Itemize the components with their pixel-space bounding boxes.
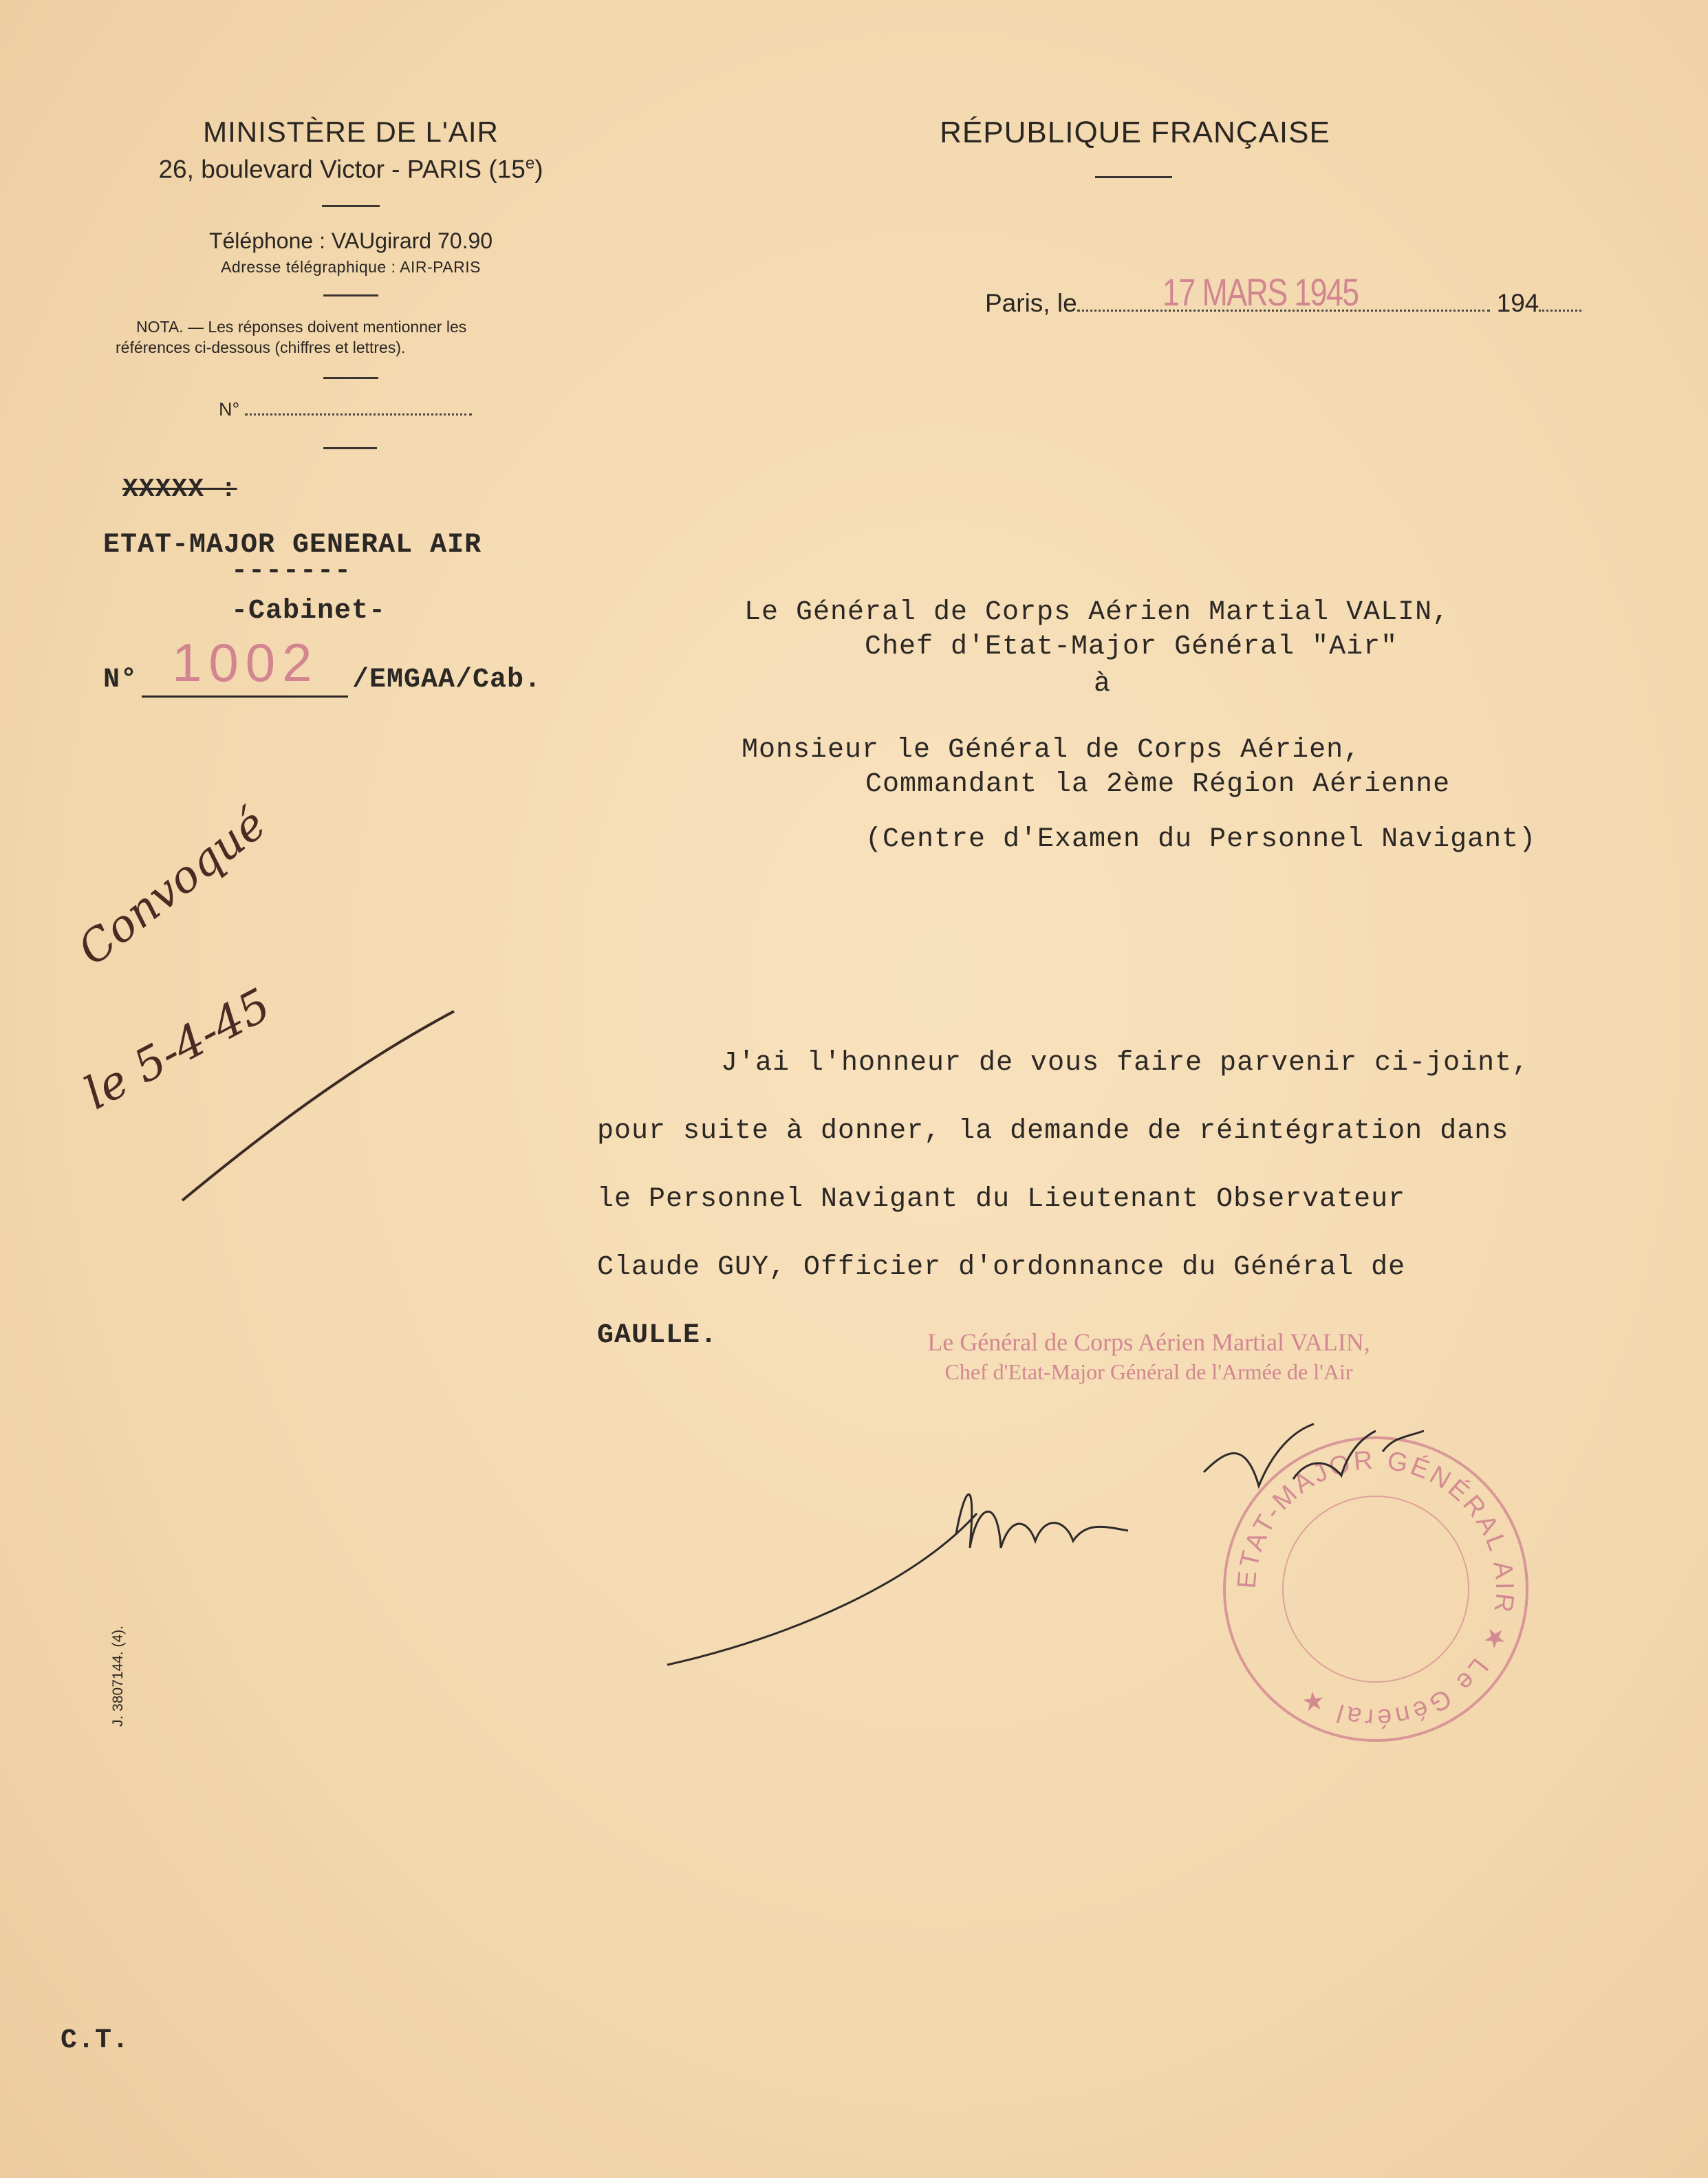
republic-header: RÉPUBLIQUE FRANÇAISE xyxy=(940,116,1330,149)
divider xyxy=(323,447,377,449)
ministry-name: MINISTÈRE DE L'AIR xyxy=(203,116,499,148)
sender-address: Le Général de Corps Aérien Martial VALIN, Chef d'Etat-Major Général "Air" xyxy=(744,597,1450,662)
to-word: à xyxy=(1094,669,1112,700)
date-stamp: 17 MARS 1945 xyxy=(1163,270,1359,314)
reference-number-stamp: 1002 xyxy=(172,632,319,693)
nota: NOTA. — Les réponses doivent mentionner les références ci-dessous (chiffres et lettres). xyxy=(116,318,467,356)
reference-line: N° /EMGAA/Cab. xyxy=(103,665,541,698)
letterhead xyxy=(110,116,592,184)
signature xyxy=(653,1410,1513,1672)
office-separator: ------- xyxy=(231,556,352,587)
office-name: ETAT-MAJOR GENERAL AIR xyxy=(103,530,482,561)
divider xyxy=(323,294,378,296)
number-line: N° xyxy=(219,399,472,420)
handwritten-stroke xyxy=(179,1004,468,1211)
body-line: GAULLE. xyxy=(597,1320,718,1351)
telegraph-address: Adresse télégraphique : AIR-PARIS xyxy=(221,258,481,276)
svg-text:ETAT-MAJOR GÉNÉRAL AIR ★ Le Gé: ETAT-MAJOR GÉNÉRAL AIR ★ Le Général ★ xyxy=(1232,1445,1520,1733)
divider xyxy=(323,377,378,379)
typist-initials: C.T. xyxy=(61,2025,130,2056)
body-line: Claude GUY, Officier d'ordonnance du Général de xyxy=(597,1252,1406,1283)
struck-heading: XXXXX : xyxy=(122,475,237,504)
printer-reference: J. 3807144. (4). xyxy=(110,1625,126,1727)
body-line: pour suite à donner, la demande de réintégration dans xyxy=(597,1116,1509,1147)
body-line: J'ai l'honneur de vous faire parvenir ci-joint, xyxy=(721,1048,1530,1079)
contact-block xyxy=(110,228,592,277)
recipient-address: Monsieur le Général de Corps Aérien, Commandant la 2ème Région Aérienne (Centre d'Examen du Personnel Navigant) xyxy=(742,735,1537,855)
ministry-address: 26, boulevard Victor - PARIS (15e) xyxy=(158,154,543,184)
telephone: Téléphone : VAUgirard 70.90 xyxy=(208,228,493,253)
divider xyxy=(1095,176,1172,178)
signature-stamp: Le Général de Corps Aérien Martial VALIN, Chef d'Etat-Major Général de l'Armée de l'Air xyxy=(927,1328,1370,1384)
handwritten-note-line1: Convoqué xyxy=(69,798,276,976)
body-line: le Personnel Navigant du Lieutenant Observateur xyxy=(597,1184,1406,1215)
date-line: Paris, le 194 xyxy=(985,289,1581,318)
handwritten-note-line2: le 5-4-45 xyxy=(76,978,279,1120)
office-section: -Cabinet- xyxy=(231,596,387,627)
letter-body xyxy=(597,1029,1529,1370)
divider xyxy=(322,205,380,207)
